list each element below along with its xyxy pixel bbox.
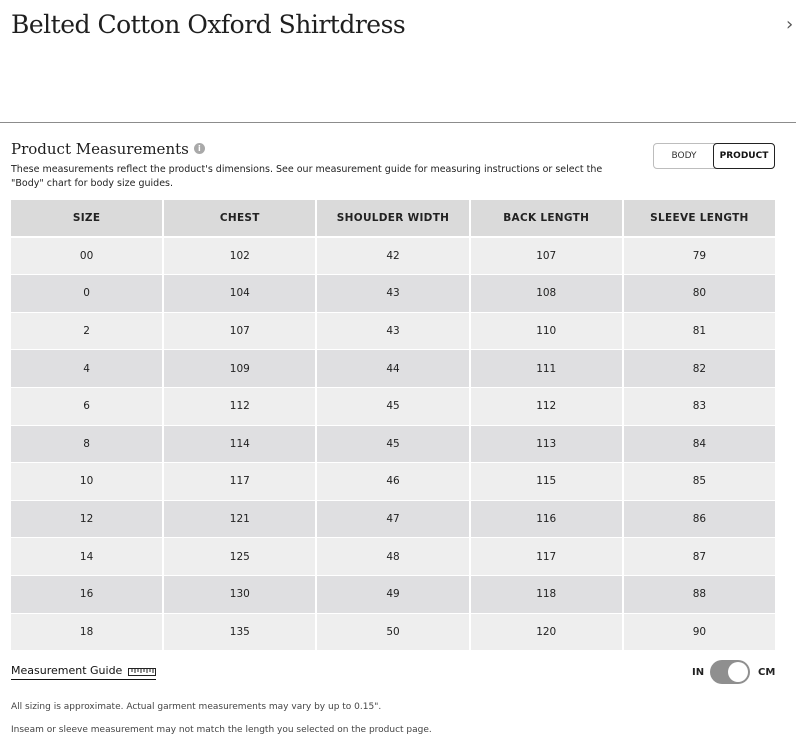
table-cell: 117	[164, 463, 317, 501]
table-cell: 108	[471, 275, 624, 313]
section-title-text: Product Measurements	[11, 140, 189, 158]
column-header-shoulder-width: SHOULDER WIDTH	[317, 200, 470, 237]
section-description: These measurements reflect the product's dimensions. See our measurement guide for measuring instructions or select the "Body" chart for body size guides.	[11, 164, 603, 189]
unit-in-label: IN	[692, 667, 705, 678]
product-title: Belted Cotton Oxford Shirtdress	[11, 10, 406, 39]
table-row	[11, 576, 775, 614]
table-cell: 107	[471, 238, 624, 276]
measurement-guide-link[interactable]	[11, 664, 156, 680]
table-cell: 42	[317, 238, 470, 276]
measurements-table	[11, 200, 775, 651]
table-cell: 2	[11, 313, 164, 351]
table-cell: 125	[164, 538, 317, 576]
unit-toggle-switch[interactable]	[710, 660, 750, 684]
table-cell: 130	[164, 576, 317, 614]
table-cell: 0	[11, 275, 164, 313]
ruler-icon	[128, 666, 156, 676]
chart-type-toggle	[653, 143, 775, 169]
table-cell: 115	[471, 463, 624, 501]
table-cell: 116	[471, 501, 624, 539]
table-cell: 44	[317, 350, 470, 388]
table-cell: 84	[624, 426, 775, 464]
table-cell: 107	[164, 313, 317, 351]
table-cell: 49	[317, 576, 470, 614]
table-cell: 4	[11, 350, 164, 388]
table-cell: 113	[471, 426, 624, 464]
body-chart-button[interactable]: BODY	[671, 151, 697, 161]
table-cell: 90	[624, 614, 775, 652]
table-cell: 121	[164, 501, 317, 539]
table-cell: 43	[317, 313, 470, 351]
table-cell: 85	[624, 463, 775, 501]
header-divider	[0, 122, 796, 123]
sizing-note: All sizing is approximate. Actual garment measurements may vary by up to 0.15".	[11, 702, 382, 712]
table-cell: 45	[317, 426, 470, 464]
table-cell: 111	[471, 350, 624, 388]
product-chart-button[interactable]: PRODUCT	[713, 143, 775, 169]
table-cell: 109	[164, 350, 317, 388]
table-cell: 45	[317, 388, 470, 426]
table-cell: 43	[317, 275, 470, 313]
column-header-sleeve-length: SLEEVE LENGTH	[624, 200, 775, 237]
table-cell: 112	[471, 388, 624, 426]
table-cell: 14	[11, 538, 164, 576]
table-cell: 81	[624, 313, 775, 351]
table-row	[11, 426, 775, 464]
table-cell: 18	[11, 614, 164, 652]
table-row	[11, 614, 775, 652]
measurement-guide-label: Measurement Guide	[11, 664, 123, 677]
table-cell: 118	[471, 576, 624, 614]
table-cell: 46	[317, 463, 470, 501]
column-header-size: SIZE	[11, 200, 164, 237]
table-cell: 120	[471, 614, 624, 652]
unit-cm-label: CM	[758, 667, 776, 678]
close-icon[interactable]: ›	[786, 14, 794, 35]
table-cell: 8	[11, 426, 164, 464]
table-cell: 86	[624, 501, 775, 539]
table-cell: 112	[164, 388, 317, 426]
table-cell: 80	[624, 275, 775, 313]
info-icon[interactable]: i	[194, 143, 205, 154]
table-row	[11, 388, 775, 426]
table-cell: 48	[317, 538, 470, 576]
table-cell: 12	[11, 501, 164, 539]
table-cell: 117	[471, 538, 624, 576]
table-cell: 79	[624, 238, 775, 276]
table-cell: 87	[624, 538, 775, 576]
column-header-back-length: BACK LENGTH	[471, 200, 624, 237]
table-cell: 102	[164, 238, 317, 276]
table-cell: 10	[11, 463, 164, 501]
table-cell: 88	[624, 576, 775, 614]
table-row	[11, 463, 775, 501]
table-row	[11, 275, 775, 313]
table-cell: 00	[11, 238, 164, 276]
table-row	[11, 350, 775, 388]
inseam-note: Inseam or sleeve measurement may not match the length you selected on the product page.	[11, 725, 432, 735]
table-cell: 135	[164, 614, 317, 652]
table-cell: 104	[164, 275, 317, 313]
table-row	[11, 238, 775, 276]
table-cell: 114	[164, 426, 317, 464]
toggle-knob	[728, 662, 748, 682]
table-row	[11, 501, 775, 539]
table-row	[11, 538, 775, 576]
table-cell: 6	[11, 388, 164, 426]
table-cell: 82	[624, 350, 775, 388]
section-title	[11, 140, 205, 158]
column-header-chest: CHEST	[164, 200, 317, 237]
table-cell: 50	[317, 614, 470, 652]
table-cell: 16	[11, 576, 164, 614]
table-row	[11, 313, 775, 351]
table-cell: 110	[471, 313, 624, 351]
table-header-row	[11, 200, 775, 238]
table-cell: 83	[624, 388, 775, 426]
table-cell: 47	[317, 501, 470, 539]
